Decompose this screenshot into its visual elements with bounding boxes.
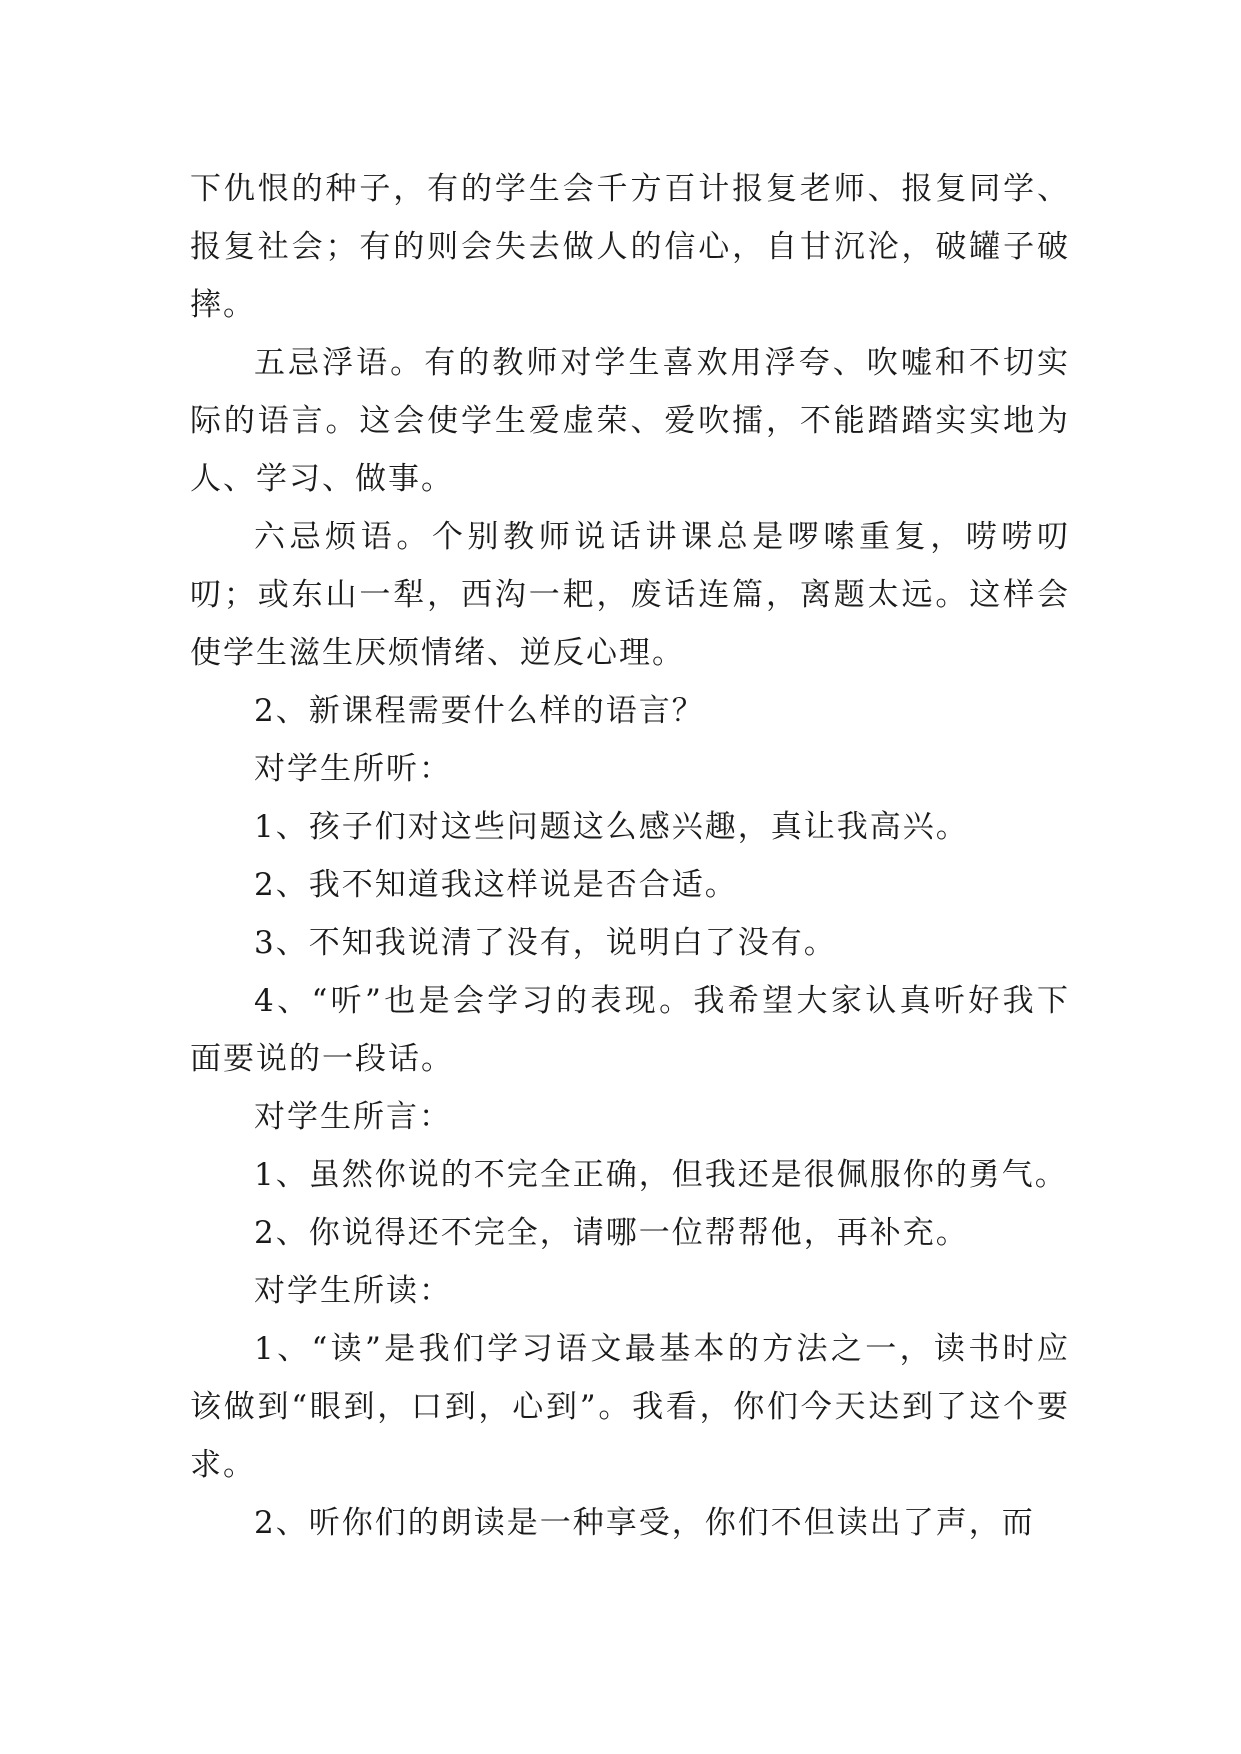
paragraph-six-taboo: 六忌烦语。个别教师说话讲课总是啰嗦重复，唠唠叨叨；或东山一犁，西沟一耙，废话连篇，离题太远。这样会使学生滋生厌烦情绪、逆反心理。 <box>190 519 1070 671</box>
list-item: 1、“读”是我们学习语文最基本的方法之一，读书时应该做到“眼到，口到，心到”。我看，你们今天达到了这个要求。 <box>190 1331 1070 1483</box>
list-item: 1、孩子们对这些问题这么感兴趣，真让我高兴。 <box>254 809 969 845</box>
paragraph-continued: 下仇恨的种子，有的学生会千方百计报复老师、报复同学、报复社会；有的则会失去做人的信心，自甘沉沦，破罐子破摔。 <box>190 171 1070 323</box>
section-heading: 2、新课程需要什么样的语言？ <box>254 693 705 729</box>
document-body <box>190 160 1070 1552</box>
list-item: 2、听你们的朗读是一种享受，你们不但读出了声，而 <box>254 1505 1035 1541</box>
list-item: 2、我不知道我这样说是否合适。 <box>254 867 738 903</box>
list-item: 3、不知我说清了没有，说明白了没有。 <box>254 925 837 961</box>
list-item: 1、虽然你说的不完全正确，但我还是很佩服你的勇气。 <box>254 1157 1068 1193</box>
subheading-listening: 对学生所听： <box>254 751 452 787</box>
paragraph-five-taboo: 五忌浮语。有的教师对学生喜欢用浮夸、吹嘘和不切实际的语言。这会使学生爱虚荣、爱吹擂，不能踏踏实实地为人、学习、做事。 <box>190 345 1070 497</box>
list-item: 4、“听”也是会学习的表现。我希望大家认真听好我下面要说的一段话。 <box>190 983 1070 1077</box>
list-item: 2、你说得还不完全，请哪一位帮帮他，再补充。 <box>254 1215 969 1251</box>
subheading-reading: 对学生所读： <box>254 1273 452 1309</box>
subheading-speaking: 对学生所言： <box>254 1099 452 1135</box>
